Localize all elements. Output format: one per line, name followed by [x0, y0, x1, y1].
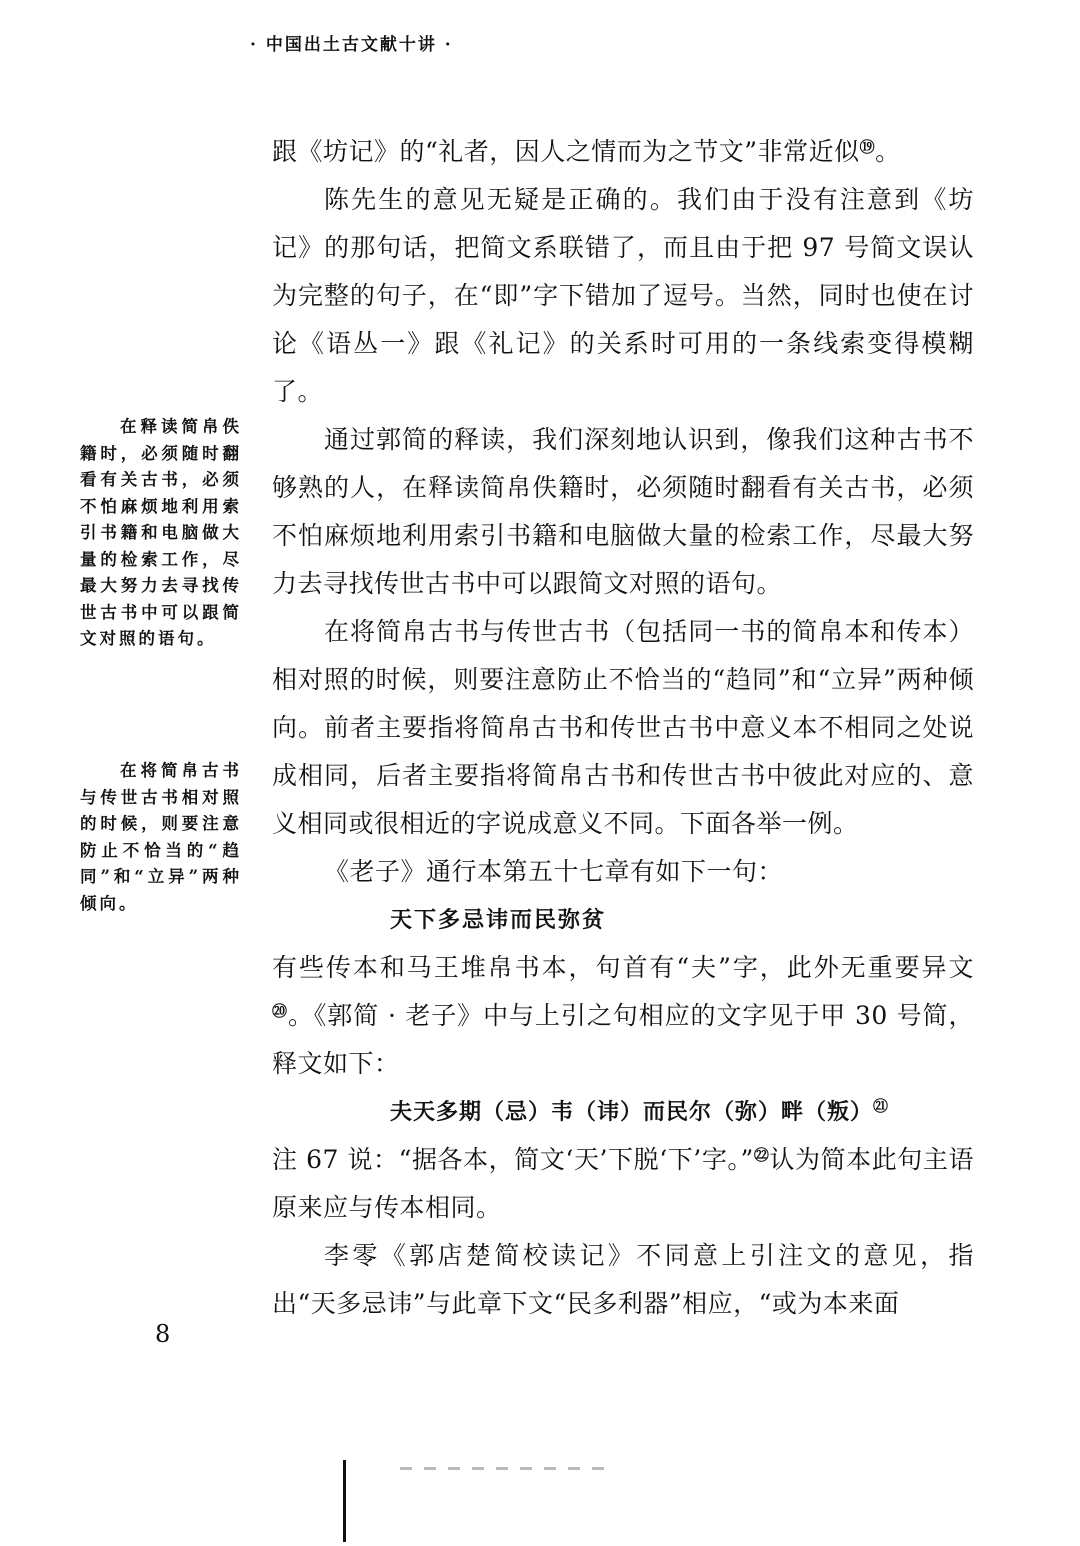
paragraph-text: 注 67 说：“据各本，简文‘天’下脱‘下’字。”	[272, 1145, 754, 1174]
paragraph-3: 通过郭简的释读，我们深刻地认识到，像我们这种古书不够熟的人，在释读简帛佚籍时，必须随时翻看有关古书，必须不怕麻烦地利用索引书籍和电脑做大量的检索工作，尽最大努力去寻找传世古书中可以跟简文对照的语句。	[272, 425, 974, 598]
running-header: · 中国出土古文献十讲 ·	[250, 35, 453, 55]
paragraph-text: 认为简本此句主语原来应与传本相同。	[272, 1145, 974, 1222]
margin-note-text: 在将简帛古书与传世古书相对照的时候，则要注意防止不恰当的“趋同”和“立异”两种倾向。	[80, 761, 242, 913]
margin-note-1	[80, 414, 242, 653]
footnote-marker: ㉑	[873, 1097, 890, 1115]
paragraph-text: 有些传本和马王堆帛书本，句首有“夫”字，此外无重要异文	[272, 953, 974, 982]
binding-dots	[400, 1467, 615, 1470]
quote-text: 夫天多期（忌）韦（讳）而民尔（弥）畔（叛）	[390, 1099, 874, 1125]
margin-note-2	[80, 758, 242, 917]
margin-note-text: 在释读简帛佚籍时，必须随时翻看有关古书，必须不怕麻烦地利用索引书籍和电脑做大量的检索工作，尽最大努力去寻找传世古书中可以跟简文对照的语句。	[80, 417, 242, 648]
page-number: 8	[155, 1320, 171, 1348]
paragraph-text: 。	[875, 137, 901, 166]
paragraph-text: 。《郭简 · 老子》中与上引之句相应的文字见于甲 30 号简，释文如下：	[272, 1001, 974, 1078]
paragraph-2: 陈先生的意见无疑是正确的。我们由于没有注意到《坊记》的那句话，把简文系联错了，而且由于把 97 号简文误认为完整的句子，在“即”字下错加了逗号。当然，同时也使在讨论《语丛一》跟《礼记》的关系时可用的一条线索变得模糊了。	[272, 185, 974, 406]
footnote-marker: ⑳	[272, 1002, 288, 1020]
paragraph-7	[272, 1136, 974, 1232]
footnote-marker: ㉒	[753, 1146, 770, 1164]
binding-mark	[343, 1460, 346, 1542]
main-text	[272, 128, 974, 1328]
block-quote-1: 天下多忌讳而民弥贫	[390, 907, 607, 933]
paragraph-1	[272, 128, 974, 176]
footnote-marker: ⑲	[859, 138, 876, 156]
block-quote-2	[272, 1088, 974, 1136]
paragraph-text: 跟《坊记》的“礼者，因人之情而为之节文”非常近似	[272, 137, 860, 166]
paragraph-8: 李零《郭店楚简校读记》不同意上引注文的意见，指出“天多忌讳”与此章下文“民多利器”相应，“或为本来面	[272, 1241, 974, 1318]
paragraph-4: 在将简帛古书与传世古书（包括同一书的简帛本和传本）相对照的时候，则要注意防止不恰当的“趋同”和“立异”两种倾向。前者主要指将简帛古书和传世古书中意义本不相同之处说成相同，后者主要指将简帛古书和传世古书中彼此对应的、意义相同或很相近的字说成意义不同。下面各举一例。	[272, 617, 974, 838]
paragraph-6	[272, 944, 974, 1088]
paragraph-5: 《老子》通行本第五十七章有如下一句：	[324, 857, 784, 886]
